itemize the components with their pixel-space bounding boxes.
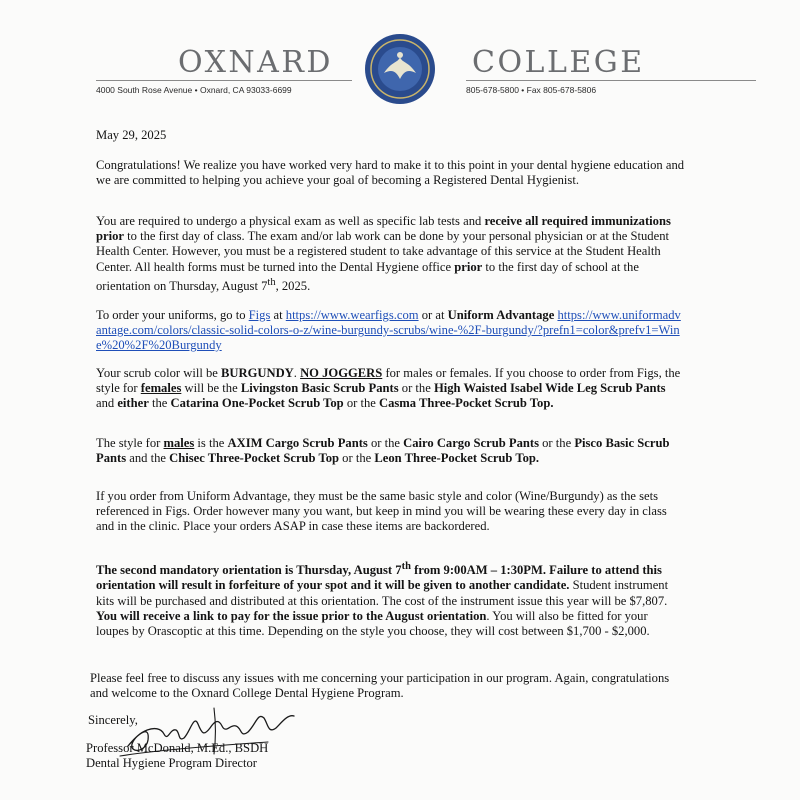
letterhead-name-right: COLLEGE [472,45,645,80]
signer-title: Dental Hygiene Program Director [86,756,258,770]
letterhead-rule-right [466,80,756,81]
letterhead-rule-left [96,80,352,81]
paragraph-orientation: The second mandatory orientation is Thursday, August 7th from 9:00AM – 1:30PM. Failure to attend this orientation will result in forfeiture of your spot and it will be given to another candidate. Student instrument kits will be purchased and distributed at this orientation. The cost of the instrument issue this year will be $7,807. You will receive a link to pay for the issue prior to the August orientation. You will also be fitted for your loupes by Orascoptic at this time. Depending on the style you choose, they will cost between $1,700 - $2,000. [96,561,669,638]
paragraph-congratulations: Congratulations! We realize you have worked very hard to make it to this point in your dental hygiene education and we are committed to helping you achieve your goal of becoming a Registered Dental Hygienist. [96,158,685,188]
paragraph-scrub-style-males: The style for males is the AXIM Cargo Scrub Pants or the Cairo Cargo Scrub Pants or the Pisco Basic Scrub Pants and the Chisec Three-Pocket Scrub Top or the Leon Three-Pocket Scrub Top. [96,436,670,466]
paragraph-uniform-advantage-rules: If you order from Uniform Advantage, they must be the same basic style and color (Wine/Burgundy) as the sets referenced in Figs. Order however many you want, but keep in mind you will be wearing these every day in class and in the clinic. Place your orders ASAP in case these items are backordered. [96,489,667,534]
paragraph-uniform-ordering: To order your uniforms, go to Figs at https://www.wearfigs.com or at Uniform Advantage https://www.uniformadvantage.com/colors/classic-solid-colors-o-z/wine-burgundy-scrubs/wine-%2F-burgundy/?prefn1=color&prefv1=Wine%20%2F%20Burgundy [96,308,681,353]
letterhead-phone-fax: 805-678-5800 • Fax 805-678-5806 [466,85,597,95]
paragraph-scrub-color-females: Your scrub color will be BURGUNDY. NO JOGGERS for males or females. If you choose to order from Figs, the style for females will be the Livingston Basic Scrub Pants or the High Waisted Isabel Wide Leg Scrub Pants and either the Catarina One-Pocket Scrub Top or the Casma Three-Pocket Scrub Top. [96,366,681,411]
bold-immunizations: receive all required immunizations prior [96,214,671,244]
closing-salutation: Sincerely, [88,713,138,727]
uniform-advantage-url-link[interactable]: https://www.uniformadvantage.com/colors/classic-solid-colors-o-z/wine-burgundy-scrubs/wine-%2F-burgundy/?prefn1=color&prefv1=Wine%20%2F%20Burgundy [96,308,681,353]
paragraph-closing-remarks: Please feel free to discuss any issues with me concerning your participation in our program. Again, congratulations and welcome to the Oxnard College Dental Hygiene Program. [90,671,670,701]
letterhead-name-left: OXNARD [178,45,333,80]
paragraph-physical-exam: You are required to undergo a physical exam as well as specific lab tests and receive all required immunizations prior to the first day of class. The exam and/or lab work can be done by your personal physician or at the Student Health Center. However, you must be a registered student to take advantage of this service at the Student Health Center. All health forms must be turned into the Dental Hygiene office prior to the first day of school at the orientation on Thursday, August 7th, 2025. [96,214,671,293]
figs-url-link[interactable]: https://www.wearfigs.com [285,308,419,322]
figs-link[interactable]: Figs [248,308,271,322]
bold-prior: prior [454,259,483,274]
letter-date: May 29, 2025 [96,128,167,142]
college-seal-icon [364,33,436,105]
signer-name: Professor McDonald, M.Ed., BSDH [86,741,269,755]
bold-uniform-advantage: Uniform Advantage [447,308,555,322]
letterhead-address: 4000 South Rose Avenue • Oxnard, CA 93033-6699 [96,85,292,95]
